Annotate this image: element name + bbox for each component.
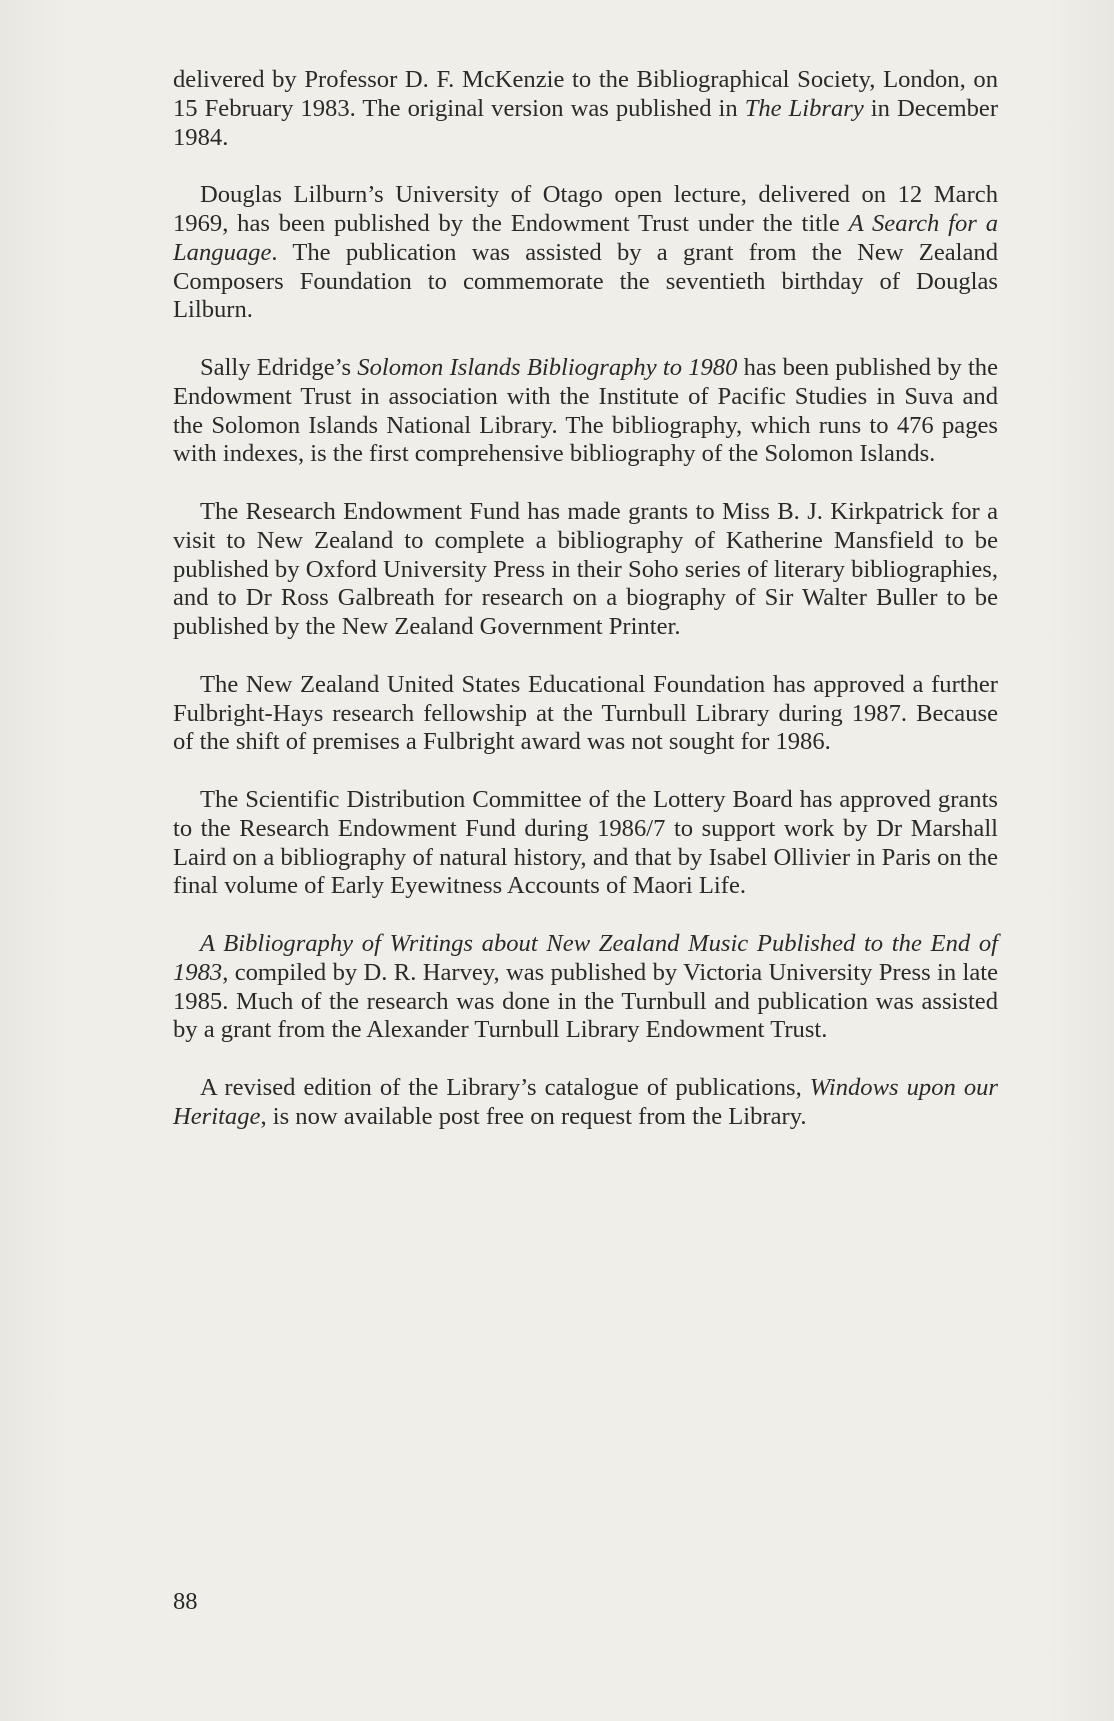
paragraph-lecture: delivered by Professor D. F. McKenzie to the Bibliographical Society, London, on 15 February 1983. The original version was published in The Library in December 1984.: [173, 66, 999, 151]
paragraph-grants: The Research Endowment Fund has made grants to Miss B. J. Kirkpatrick for a visit to New Zealand to complete a bibliography of Katherine Mansfield to be published by Oxford University Press in their Soho series of literary bibliographies, and to Dr Ross Galbreath for research on a biography of Sir Walter Buller to be published by the New Zealand Government Printer.: [173, 497, 998, 641]
book-title: A Bibliography of Writings about New Zealand Music Published to the End of 1983: [173, 929, 998, 986]
journal-title: The Library: [744, 94, 864, 122]
page-number: 88: [173, 1588, 198, 1615]
book-title: Solomon Islands Bibliography to 1980: [357, 353, 738, 381]
book-title: A Search for a Language: [173, 209, 998, 266]
paragraph-fulbright: The New Zealand United States Educational Foundation has approved a further Fulbright-Hays research fellowship at the Turnbull Library during 1987. Because of the shift of premises a Fulbright award was not sought for 1986.: [173, 670, 998, 756]
paragraph-music: A Bibliography of Writings about New Zealand Music Published to the End of 1983, compiled by D. R. Harvey, was published by Victoria University Press in late 1985. Much of the research was done in the Turnbull and publication was assisted by a grant from the Alexander Turnbull Library Endowment Trust.: [173, 929, 998, 1044]
paragraph-edridge: Sally Edridge’s Solomon Islands Bibliography to 1980 has been published by the Endowment Trust in association with the Institute of Pacific Studies in Suva and the Solomon Islands National Library. The bibliography, which runs to 476 pages with indexes, is the first comprehensive bibliography of the Solomon Islands.: [173, 353, 999, 468]
paragraph-lilburn: Douglas Lilburn’s University of Otago open lecture, delivered on 12 March 1969, has been published by the Endowment Trust under the title A Search for a Language. The publication was assisted by a grant from the New Zealand Composers Foundation to commemorate the seventieth birthday of Douglas Lilburn.: [173, 181, 998, 324]
paragraph-lottery: The Scientific Distribution Committee of the Lottery Board has approved grants to the Research Endowment Fund during 1986/7 to support work by Dr Marshall Laird on a bibliography of natural history, and that by Isabel Ollivier in Paris on the final volume of Early Eyewitness Accounts of Maori Life.: [173, 785, 998, 900]
body-text: [173, 66, 998, 1160]
paragraph-catalogue: A revised edition of the Library’s catalogue of publications, Windows upon our Heritage, is now available post free on request from the Library.: [173, 1073, 998, 1130]
book-title: Windows upon our Heritage: [173, 1073, 998, 1130]
